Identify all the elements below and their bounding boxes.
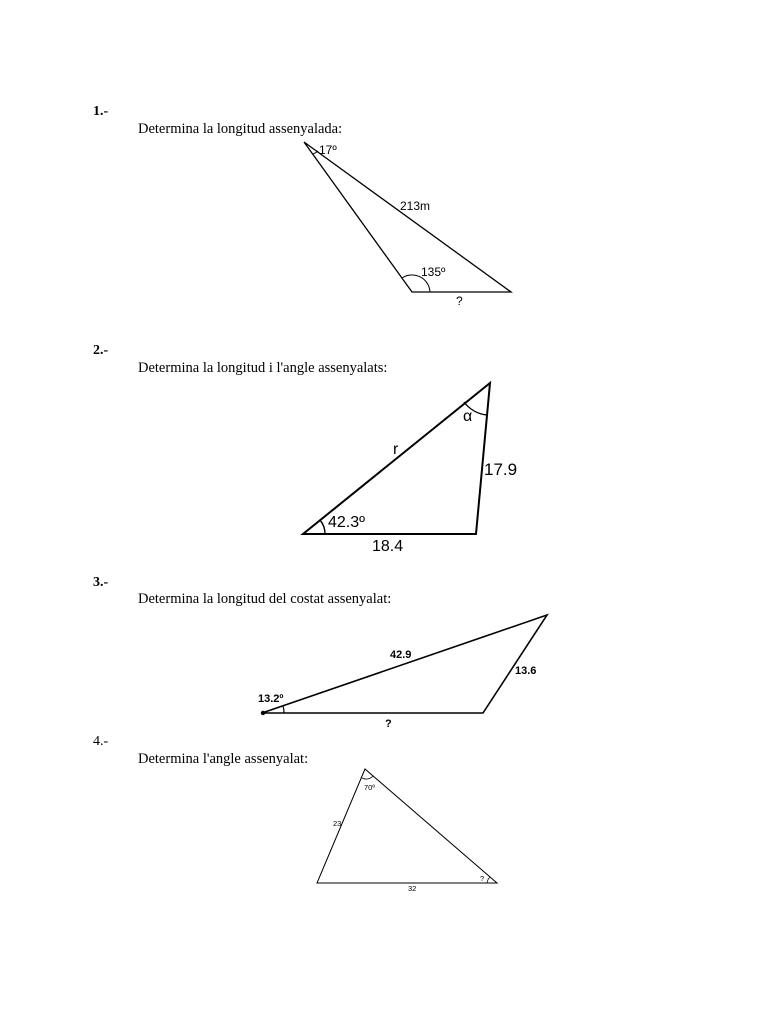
- label-213m: 213m: [400, 199, 431, 213]
- label-18-4: 18.4: [372, 538, 404, 555]
- triangle-4: [317, 769, 497, 883]
- exercise-2-instruction: Determina la longitud i l'angle assenyalats:: [138, 360, 388, 376]
- label-unknown-side: ?: [385, 718, 392, 730]
- label-r: r: [393, 441, 399, 458]
- label-unknown-side: ?: [456, 294, 463, 308]
- label-32: 32: [408, 884, 417, 893]
- label-17-degrees: 17º: [319, 143, 337, 157]
- label-42-9: 42.9: [390, 649, 412, 661]
- label-13-6: 13.6: [515, 665, 537, 677]
- exercise-3-instruction: Determina la longitud del costat assenyalat:: [138, 591, 392, 607]
- label-unknown-angle: ?: [480, 874, 485, 883]
- label-17-9: 17.9: [484, 460, 518, 479]
- angle-arc-70: [362, 776, 373, 779]
- label-alpha: α: [463, 408, 473, 425]
- exercise-3-number: 3.-: [93, 575, 109, 590]
- exercise-4-instruction: Determina l'angle assenyalat:: [138, 751, 309, 767]
- label-13-2-degrees: 13.2º: [258, 693, 284, 705]
- label-70-degrees: 70º: [364, 783, 376, 792]
- angle-arc-unknown: [487, 877, 490, 883]
- exercise-1-instruction: Determina la longitud assenyalada:: [138, 121, 343, 137]
- label-135-degrees: 135º: [421, 265, 446, 279]
- label-42-3-degrees: 42.3º: [328, 514, 365, 531]
- exercise-4-number: 4.-: [93, 734, 109, 749]
- exercise-2-number: 2.-: [93, 343, 109, 358]
- label-23: 23: [333, 819, 342, 828]
- exercise-1-number: 1.-: [93, 104, 109, 119]
